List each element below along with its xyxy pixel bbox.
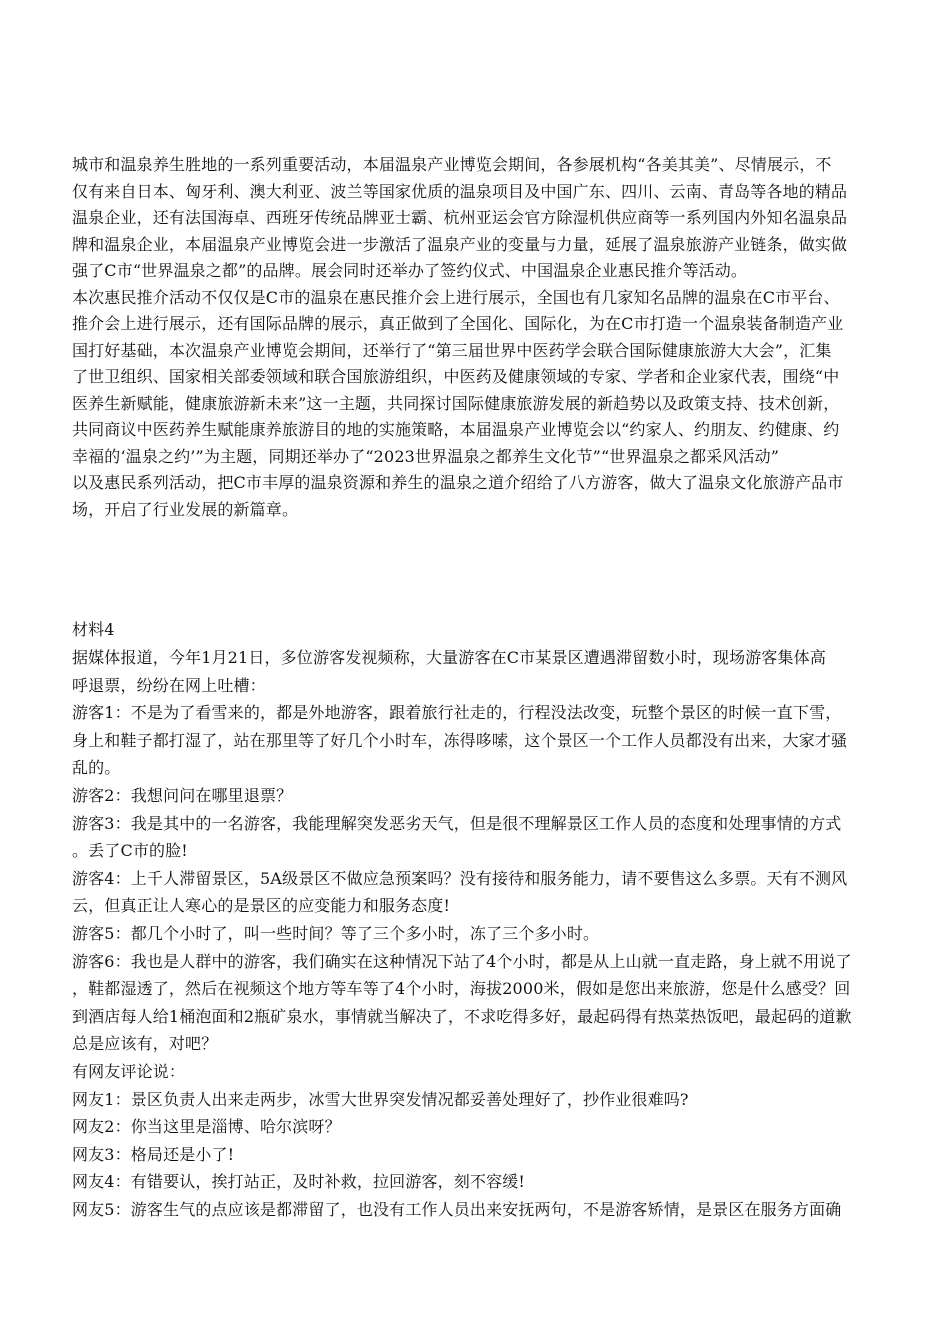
paragraph-promotion xyxy=(72,285,882,524)
material-heading-block xyxy=(72,617,882,644)
text-line: 城市和温泉养生胜地的一系列重要活动，本届温泉产业博览会期间，各参展机构“各美其美”、尽情展示，不 xyxy=(72,155,832,174)
text-line: 。丢了C市的脸! xyxy=(72,841,188,861)
netizen-comment: 网友2：你当这里是淄博、哈尔滨呀？ xyxy=(72,1117,341,1137)
text-line: 医养生新赋能，健康旅游新未来”这一主题，共同探讨国际健康旅游发展的新趋势以及政策支持、技术创新， xyxy=(72,393,840,413)
text-line: 仅有来自日本、匈牙利、澳大利亚、波兰等国家优质的温泉项目及中国广东、四川、云南、青岛等各地的精品 xyxy=(72,181,848,201)
netizen-comment: 网友5：游客生气的点应该是都滞留了，也没有工作人员出来安抚两句，不是游客矫情，是景区在服务方面确 xyxy=(72,1199,842,1219)
netizen-intro: 有网友评论说： xyxy=(72,1061,186,1081)
text-line: 游客3：我是其中的一名游客，我能理解突发恶劣天气，但是很不理解景区工作人员的态度和处理事情的方式 xyxy=(72,813,842,833)
tourist-comment xyxy=(72,782,882,810)
text-line: 游客6：我也是人群中的游客，我们确实在这种情况下站了4个小时，都是从上山就一直走路，身上就不用说了 xyxy=(72,951,852,971)
text-line: 乱的。 xyxy=(72,758,121,778)
paragraph-expo xyxy=(72,152,882,285)
article-continuation xyxy=(72,152,882,523)
tourist-comment xyxy=(72,810,882,865)
text-line: 强了C市“世界温泉之都”的品牌。展会同时还举办了签约仪式、中国温泉企业惠民推介等活动。 xyxy=(72,261,748,280)
netizen-comments xyxy=(72,1086,882,1224)
text-line: 温泉企业，还有法国海卓、西班牙传统品牌亚士霸、杭州亚运会官方除湿机供应商等一系列国内外知名温泉品 xyxy=(72,208,848,227)
text-line: 呼退票，纷纷在网上吐槽： xyxy=(72,675,266,695)
material-heading: 材料4 xyxy=(72,620,115,639)
text-line: 以及惠民系列活动，把C市丰厚的温泉资源和养生的温泉之道介绍给了八方游客，做大了温泉文化旅游产品市 xyxy=(72,473,844,492)
text-line: 共同商议中医药养生赋能康养旅游目的地的实施策略，本届温泉产业博览会以“约家人、约朋友、约健康、约 xyxy=(72,420,840,439)
text-line: 游客5：都几个小时了，叫一些时间？等了三个多小时，冻了三个多小时。 xyxy=(72,923,600,943)
tourist-comment xyxy=(72,948,882,1058)
netizen-comment: 网友1：景区负责人出来走两步，冰雪大世界突发情况都妥善处理好了，抄作业很难吗? xyxy=(72,1089,689,1109)
text-line: ，鞋都湿透了，然后在视频这个地方等车等了4个小时，海拔2000米，假如是您出来旅游，您是什么感受？回 xyxy=(72,979,851,999)
text-line: 推介会上进行展示，还有国际品牌的展示，真正做到了全国化、国际化，为在C市打造一个温泉装备制造产业 xyxy=(72,314,844,333)
text-line: 幸福的‘温泉之约’”为主题，同期还举办了“2023世界温泉之都养生文化节”“世界温泉之都采风活动” xyxy=(72,446,780,466)
text-line: 场，开启了行业发展的新篇章。 xyxy=(72,499,299,519)
text-line: 总是应该有，对吧？ xyxy=(72,1034,218,1054)
tourist-comment xyxy=(72,865,882,920)
netizen-comment: 网友4：有错要认，挨打站正，及时补救，拉回游客，刻不容缓! xyxy=(72,1172,525,1192)
text-line: 云，但真正让人寒心的是景区的应变能力和服务态度! xyxy=(72,896,451,916)
tourist-comment xyxy=(72,699,882,782)
text-line: 据媒体报道，今年1月21日，多位游客发视频称，大量游客在C市某景区遭遇滞留数小时，现场游客集体高 xyxy=(72,648,826,667)
material-4-section xyxy=(72,644,882,1223)
text-line: 国打好基础，本次温泉产业博览会期间，还举行了“第三届世界中医药学会联合国际健康旅游大大会”，汇集 xyxy=(72,340,832,360)
text-line: 本次惠民推介活动不仅仅是C市的温泉在惠民推介会上进行展示，全国也有几家知名品牌的温泉在C市平台、 xyxy=(72,287,840,307)
text-line: 游客4：上千人滞留景区，5A级景区不做应急预案吗？没有接待和服务能力，请不要售这么多票。天有不测风 xyxy=(72,868,848,888)
tourist-comment xyxy=(72,920,882,948)
netizen-comment: 网友3：格局还是小了! xyxy=(72,1144,235,1164)
text-line: 游客2：我想问问在哪里退票？ xyxy=(72,785,293,805)
text-line: 身上和鞋子都打湿了，站在那里等了好几个小时车，冻得哆嗦，这个景区一个工作人员都没有出来，大家才骚 xyxy=(72,730,848,750)
text-line: 了世卫组织、国家相关部委领域和联合国旅游组织，中医药及健康领域的专家、学者和企业家代表，围绕“中 xyxy=(72,367,840,386)
text-line: 牌和温泉企业，本届温泉产业博览会进一步激活了温泉产业的变量与力量，延展了温泉旅游产业链条，做实做 xyxy=(72,234,848,254)
news-intro xyxy=(72,644,882,699)
text-line: 到酒店每人给1桶泡面和2瓶矿泉水，事情就当解决了，不求吃得多好，最起码得有热菜热饭吧，最起码的道歉 xyxy=(72,1006,852,1026)
text-line: 游客1：不是为了看雪来的，都是外地游客，跟着旅行社走的，行程没法改变，玩整个景区的时候一直下雪， xyxy=(72,703,842,723)
